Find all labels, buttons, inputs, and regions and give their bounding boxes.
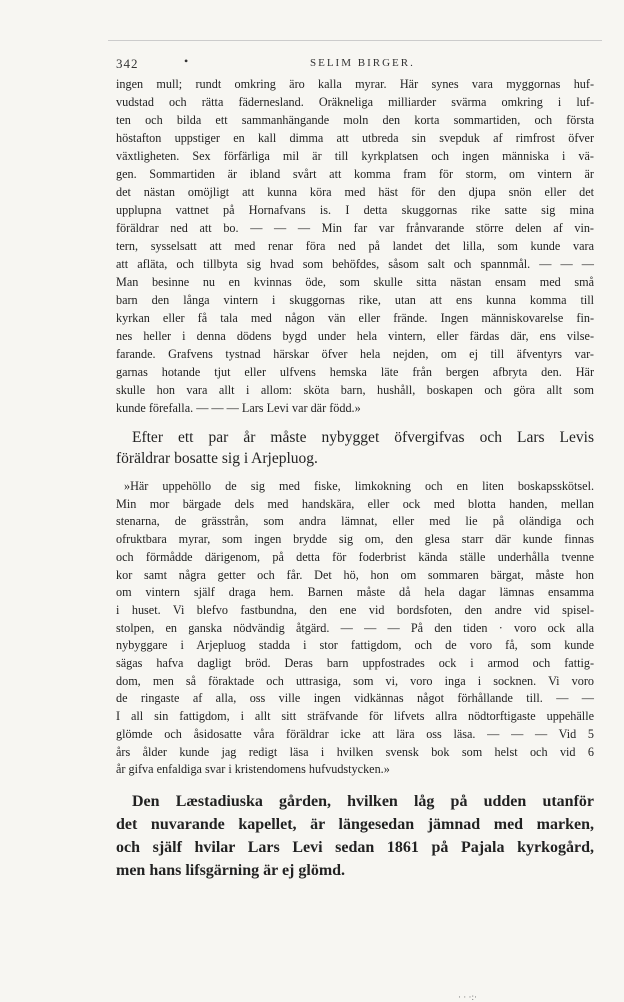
running-title: SELIM BIRGER. <box>310 57 415 69</box>
text-line: föräldrar ned att bo. — — — Min far var frånvarande större delen af vin- <box>116 221 594 235</box>
paragraph-quote <box>116 478 594 779</box>
text-line: ingen mull; rundt omkring äro kalla myrar. Här synes vara myggornas huf- <box>116 77 594 91</box>
text-line: det nästan omöjligt att kunna köra med häst för den djupa snön eller det <box>116 185 594 199</box>
text-line: Den Læstadiuska gården, hvilken låg på udden utanför <box>132 792 594 810</box>
text-line: garnas hotande tjut eller ulfvens hemska läte från bergen afbryta den. Här <box>116 365 594 379</box>
text-line: kor samt några getter och får. Det hö, hon om sommaren bärgat, måste hon <box>116 567 594 582</box>
text-line: stolpen, en ganska nödvändig åtgärd. — — — På den tiden · voro ock alla <box>116 620 594 635</box>
stray-print-marks: · · ·:· <box>458 992 477 1002</box>
text-line: stenarna, de grässtrån, som andra lämnat, eller med lie på oländiga och <box>116 514 594 529</box>
page-number: 342 <box>116 56 139 71</box>
text-line: I all sin fattigdom, i allt sitt sträfvande för lifvets allra nödtorftigaste uppehälle <box>116 709 594 724</box>
text-line: upplupna vattnet på Hornafvans is. I detta skuggornas rike satte sig mina <box>116 203 594 217</box>
text-line: vudstad och rätta fädernesland. Oräkneliga milliarder svärma omkring i luf- <box>116 95 594 109</box>
text-line: Efter ett par år måste nybygget öfvergifvas och Lars Levis <box>132 429 594 446</box>
book-page <box>116 55 594 882</box>
text-line: i huset. Vi blefvo fastbundna, den ene vid bordsfoten, den andre vid spisel- <box>116 602 594 617</box>
text-line: om vintern själf draga hem. Barnen måste då hela dagar lämnas ensamma <box>116 585 594 600</box>
text-line: Man besinne nu en kvinnas öde, som skulle sitta nästan ensam med små <box>116 275 594 289</box>
text-line: dom, men så föraktade och uttrasiga, som vi, voro inga i socknen. Vi voro <box>116 673 594 688</box>
text-line: sägas hafva dagligt bröd. Deras barn uppfostrades ock i armod och fattig- <box>116 656 594 671</box>
text-line: det nuvarande kapellet, är längesedan jämnad med marken, <box>116 815 594 833</box>
text-line: år gifva enfaldiga svar i kristendomens hufvudstycken.» <box>116 762 390 777</box>
text-line: barn den långa vintern i skuggornas rike, utan att ens kunna komma till <box>116 293 594 307</box>
text-line: växtligheten. Sex förfärliga mil är till kyrkplatsen och ingen människa i vä- <box>116 149 594 163</box>
text-line: höstafton uppstiger en kall dimma att utbreda sin svepduk af rimfrost öfver <box>116 131 594 145</box>
header-dot: • <box>184 54 189 68</box>
text-line: skulle hon vara allt i allom: sköta barn, hushåll, boskapen och göra allt som <box>116 383 594 397</box>
text-line: och själf hvilar Lars Levi sedan 1861 på Pajala kyrkogård, <box>116 838 594 856</box>
text-line: och förmådde därigenom, på detta för foderbrist kända ställe underhålla tvenne <box>116 549 594 564</box>
page-top-border <box>108 40 602 41</box>
text-line: ofruktbara myrar, som ingen brydde sig om, den glesa starr där kunde finnas <box>116 532 594 547</box>
paragraph-quote-continuation <box>116 75 594 417</box>
text-line: men hans lifsgärning är ej glömd. <box>116 861 346 879</box>
text-line: att afläta, och tillbyta sig hvad som behöfdes, såsom salt och spannmål. — — — <box>116 257 594 271</box>
text-line: gen. Sommartiden är ibland svårt att komma fram för storm, om vintern är <box>116 167 594 181</box>
paragraph-closing-large <box>116 790 594 882</box>
text-line: nybyggare i Arjepluog stadda i stor fattigdom, och de voro få, som kunde <box>116 638 594 653</box>
text-line: de ringaste af alla, oss ville ingen vidkännas något förhållande till. — — <box>116 691 594 706</box>
text-line: tern, sysselsatt att med renar föra ned på landet det lilla, som kunde vara <box>116 239 594 253</box>
text-line: kunde förefalla. — — — Lars Levi var där född.» <box>116 401 361 415</box>
text-line: Min mor bärgade dels med handskära, eller ock med blotta handen, mellan <box>116 496 594 511</box>
text-line: ten och bilda ett sammanhängande moln den korta sommartiden, och första <box>116 113 594 127</box>
text-line: års ålder kunde jag redigt läsa i hvilken svensk bok som helst och vid 6 <box>116 744 594 759</box>
text-line: föräldrar bosatte sig i Arjepluog. <box>116 450 318 467</box>
paragraph-narrative-large <box>116 427 594 469</box>
text-line: glömde och åsidosatte våra föräldrar icke att lära oss läsa. — — — Vid 5 <box>116 726 594 741</box>
text-line: »Här uppehöllo de sig med fiske, limkokning och en liten boskapsskötsel. <box>124 479 594 493</box>
text-line: farande. Grafvens tystnad härskar öfver hela nejden, om ej till äfventyrs var- <box>116 347 594 361</box>
text-line: nes heller i denna dödens bygd under hela vintern, eller färdas där, ens vilse- <box>116 329 594 343</box>
text-line: kyrkan eller få tala med någon vän eller frände. Ingen människovarelse fin- <box>116 311 594 325</box>
page-header <box>116 55 594 73</box>
